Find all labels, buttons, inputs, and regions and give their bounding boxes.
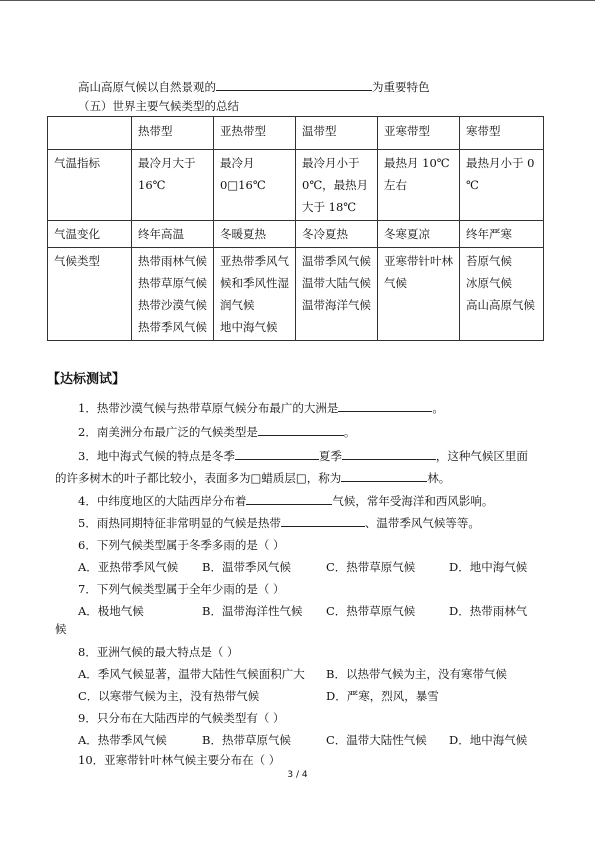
table-cell: 最热月小于 0 ℃	[460, 150, 544, 221]
choice-option[interactable]: B．温带季风气候	[202, 560, 291, 574]
table-cell: 温带季风气候 温带大陆气候 温带海洋气候	[296, 248, 378, 341]
choice-option-wrap: 候	[55, 622, 67, 636]
choice-option[interactable]: D．地中海气候	[449, 560, 528, 574]
choice-option[interactable]: C．热带草原气候	[326, 604, 416, 618]
table-header-row	[48, 117, 544, 150]
choice-option[interactable]: B．以热带气候为主，没有寒带气候	[326, 667, 507, 681]
table-cell: 最冷月小于 0℃，最热月 大于 18℃	[296, 150, 378, 221]
page-number: 3 / 4	[287, 770, 308, 780]
table-cell: 终年严寒	[460, 221, 544, 248]
table-cell: 苔原气候 冰原气候 高山高原气候	[460, 248, 544, 341]
header-cell: 寒带型	[460, 117, 544, 150]
table-cell: 冬冷夏热	[296, 221, 378, 248]
question-4: 4．中纬度地区的大陆西岸分布着 气候，常年受海洋和西风影响。	[78, 494, 494, 508]
plateau-sentence	[78, 78, 430, 95]
choice-option[interactable]: A．热带季风气候	[78, 733, 167, 747]
table-cell: 最冷月 0□16℃	[214, 150, 296, 221]
question-3: 3．地中海式气候的特点是冬季 夏季 ，这种气候区里面	[78, 449, 528, 463]
question-8-stem: 8．亚洲气候的最大特点是（ ）	[78, 645, 239, 659]
choice-option[interactable]: A．极地气候	[78, 604, 144, 618]
header-cell: 亚热带型	[214, 117, 296, 150]
table-cell: 亚寒带针叶林 气候	[378, 248, 460, 341]
page-top-rule	[0, 0, 595, 1]
table-cell: 终年高温	[132, 221, 214, 248]
table-cell: 冬寒夏凉	[378, 221, 460, 248]
choice-option[interactable]: D．热带雨林气	[449, 604, 528, 618]
question-1: 1．热带沙漠气候与热带草原气候分布最广的大洲是 。	[78, 401, 444, 415]
climate-summary-table	[47, 116, 544, 341]
question-9-stem: 9．只分布在大陆西岸的气候类型有（ ）	[78, 711, 285, 725]
question-6-stem: 6．下列气候类型属于冬季多雨的是（ ）	[78, 538, 285, 552]
row-label: 气候类型	[48, 248, 132, 341]
answer-blank[interactable]	[281, 514, 365, 527]
header-cell: 亚寒带型	[378, 117, 460, 150]
test-heading: 【达标测试】	[47, 372, 126, 387]
table-row	[48, 150, 544, 221]
question-5: 5．雨热同期特征非常明显的气候是热带 、温带季风气候等等。	[78, 516, 480, 530]
section-title: （五）世界主要气候类型的总结	[78, 99, 239, 113]
choice-option[interactable]: B．热带草原气候	[202, 733, 291, 747]
plateau-text-before: 高山高原气候以自然景观的	[78, 80, 216, 94]
table-cell: 最热月 10℃ 左右	[378, 150, 460, 221]
question-2: 2．南美洲分布最广泛的气候类型是 。	[78, 425, 356, 439]
plateau-text-after: 为重要特色	[372, 80, 430, 94]
table-row	[48, 221, 544, 248]
header-cell: 热带型	[132, 117, 214, 150]
choice-option[interactable]: A．季风气候显著，温带大陆性气候面积广大	[78, 667, 305, 681]
choice-option[interactable]: D．严寒，烈风，暴雪	[326, 689, 439, 703]
header-cell	[48, 117, 132, 150]
question-10-stem: 10．亚寒带针叶林气候主要分布在（ ）	[78, 753, 281, 767]
table-cell: 最冷月大于 16℃	[132, 150, 214, 221]
answer-blank[interactable]	[341, 469, 427, 482]
choice-option[interactable]: D．地中海气候	[449, 733, 528, 747]
question-7-stem: 7．下列气候类型属于全年少雨的是（ ）	[78, 582, 285, 596]
table-cell: 冬暖夏热	[214, 221, 296, 248]
table-cell: 亚热带季风气 候和季风性湿 润气候 地中海气候	[214, 248, 296, 341]
header-cell: 温带型	[296, 117, 378, 150]
choice-option[interactable]: B．温带海洋性气候	[202, 604, 303, 618]
choice-option[interactable]: C．热带草原气候	[326, 560, 416, 574]
answer-blank[interactable]	[258, 423, 344, 436]
choice-option[interactable]: C．以寒带气候为主，没有热带气候	[78, 689, 260, 703]
table-row	[48, 248, 544, 341]
plateau-blank[interactable]	[216, 78, 372, 91]
answer-blank[interactable]	[246, 492, 332, 505]
choice-option[interactable]: A．亚热带季风气候	[78, 560, 179, 574]
question-3-continued: 的许多树木的叶子都比较小，表面多为□蜡质层□，称为 林。	[55, 471, 451, 485]
answer-blank[interactable]	[342, 447, 436, 460]
answer-blank[interactable]	[338, 399, 432, 412]
row-label: 气温变化	[48, 221, 132, 248]
row-label: 气温指标	[48, 150, 132, 221]
answer-blank[interactable]	[235, 447, 319, 460]
choice-option[interactable]: C．温带大陆性气候	[326, 733, 427, 747]
table-cell: 热带雨林气候 热带草原气候 热带沙漠气候 热带季风气候	[132, 248, 214, 341]
